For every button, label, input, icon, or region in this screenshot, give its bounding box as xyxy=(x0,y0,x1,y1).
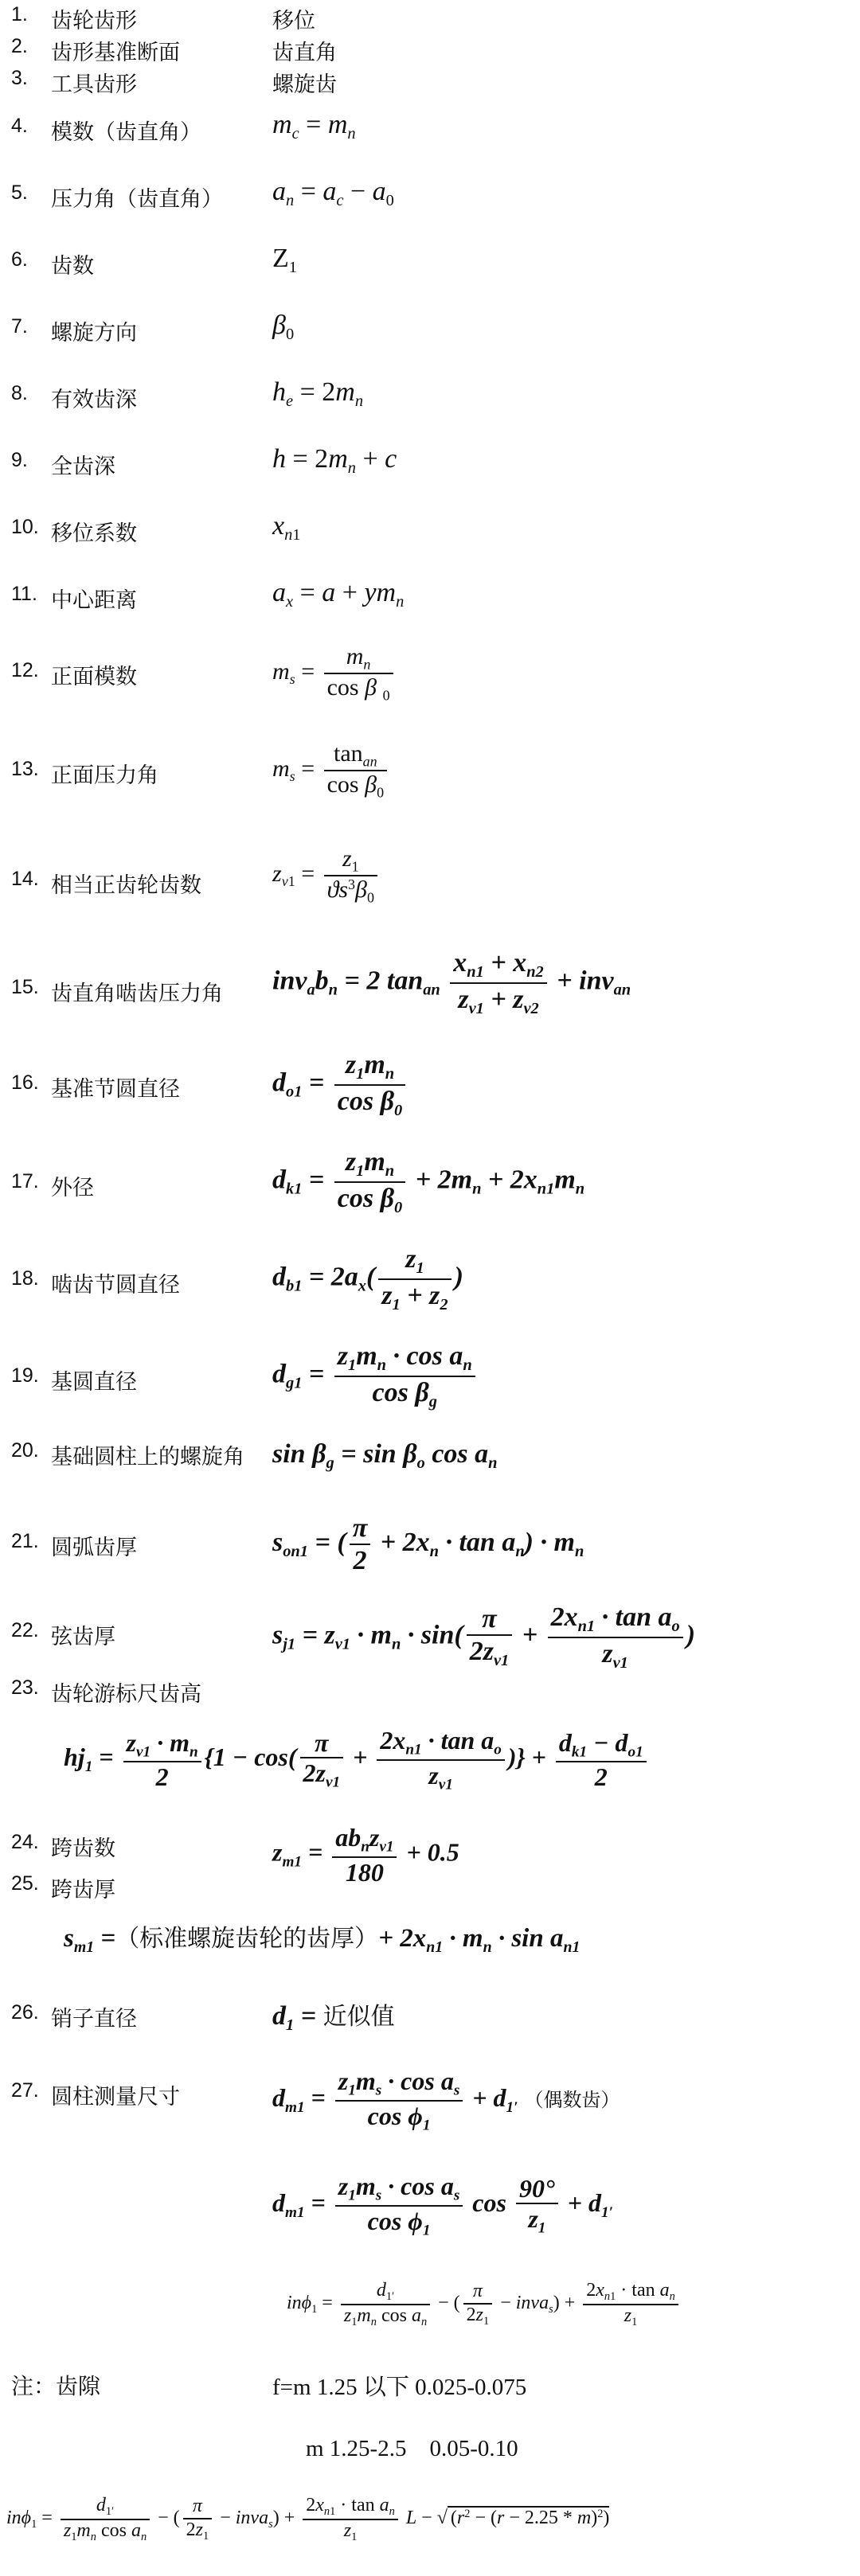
item-number: 17. xyxy=(11,1170,39,1192)
item-number: 22. xyxy=(11,1619,39,1641)
formula-17: $d_{k1}$ = $\frac{z_1m_n}{\cos \beta_0}$ + $2m_n + 2x_{n1}m_n$ xyxy=(272,1147,585,1216)
item-label: 压力角（齿直角） xyxy=(51,187,223,212)
item-1-value: 移位 xyxy=(272,9,315,33)
formula-final: inϕ$_1$ = $\frac{d_{1'}}{z_1m_n \cos a_n}$ − ( $\frac{\pi}{2z_1}$ − inva$_s$) + $\frac{2x_{n1} \cdot \tan a_n}{z_1}$ L − √ $(r^2 - (r - 2.25 * m)^2)$ xyxy=(6,2495,610,2543)
item-label: 基圆直径 xyxy=(51,1370,137,1395)
item-number: 10. xyxy=(11,516,39,538)
item-label: 基准节圆直径 xyxy=(51,1077,180,1102)
item-number: 23. xyxy=(11,1676,39,1699)
item-number: 13. xyxy=(11,758,39,780)
item-label: 有效齿深 xyxy=(51,388,137,412)
formula-25: $s_{m1}$ =（标准螺旋齿轮的齿厚）+ $2x_{n1} \cdot m_n \cdot \sin a_{n1}$ xyxy=(64,1924,580,1956)
item-3-value: 螺旋齿 xyxy=(272,72,337,97)
item-number: 4. xyxy=(11,115,28,137)
formula-23: $hj_1$ = $\frac{z_{v1} \cdot m_n}{2}$ {1 − cos( $\frac{\pi}{2z_{v1}}$ + $\frac{2x_{n1} \cdot \tan a_o}{z_{v1}}$ )} + $\frac{d_{k1} - d_{o1}}{2}$ xyxy=(64,1726,650,1794)
item-number: 15. xyxy=(11,976,39,998)
item-number: 26. xyxy=(11,2001,39,2024)
formula-27c: inϕ$_1$ = $\frac{d_{1'}}{z_1m_n \cos a_n}$ − ( $\frac{\pi}{2z_1}$ − inva$_s$) + $\frac{2x_{n1} \cdot \tan a_n}{z_1}$ xyxy=(287,2280,682,2328)
formula-19: $d_{g1}$ = $\frac{z_1m_n \cdot \cos a_n}{\cos \beta_g}$ xyxy=(272,1341,479,1411)
formula-27b: $d_{m1}$ = $\frac{z_1m_s \cdot \cos a_s}{\cos \phi_1}$ cos $\frac{90^\circ}{z_1}$ + $d_{1'}$ xyxy=(272,2172,613,2239)
item-label: 销子直径 xyxy=(51,2007,137,2032)
item-label: 螺旋方向 xyxy=(51,321,137,345)
formula-7: $\beta_0$ xyxy=(272,310,295,344)
item-number: 7. xyxy=(11,315,28,338)
item-number: 27. xyxy=(11,2079,39,2102)
formula-27-note: （偶数齿） xyxy=(524,2089,620,2112)
item-label: 齿数 xyxy=(51,254,94,279)
item-number: 20. xyxy=(11,1439,39,1462)
formula-5: $a_n = a_c - a_0$ xyxy=(272,177,394,210)
formula-21: $s_{on1}$ = ( $\frac{\pi}{2}$ + $2x_n \cdot \tan a_n) \cdot m_n$ xyxy=(272,1513,584,1576)
formula-18: $d_{b1} = 2a_x$( $\frac{z_1}{z_1 + z_2}$ ) xyxy=(272,1244,463,1313)
item-label: 模数（齿直角） xyxy=(51,120,201,145)
formula-11: $a_x = a + ym_n$ xyxy=(272,578,405,611)
note-label: 注：齿隙 xyxy=(11,2373,101,2399)
item-number: 16. xyxy=(11,1071,39,1094)
item-label: 弦齿厚 xyxy=(51,1625,115,1649)
item-number: 3. xyxy=(11,67,28,89)
item-number: 1. xyxy=(11,3,28,25)
item-number: 21. xyxy=(11,1530,39,1552)
formula-22: $s_{j1} = z_{v1} \cdot m_n \cdot \sin$( $\frac{\pi}{2z_{v1}}$ + $\frac{2x_{n1} \cdot \tan a_o}{z_{v1}}$ ) xyxy=(272,1602,696,1672)
item-number: 8. xyxy=(11,382,28,404)
item-number: 24. xyxy=(11,1831,39,1853)
item-label: 相当正齿轮齿数 xyxy=(51,873,201,898)
formula-26-text: 近似值 xyxy=(322,2003,395,2031)
item-label: 齿轮游标尺齿高 xyxy=(51,1682,201,1707)
item-number: 5. xyxy=(11,181,28,204)
note-line-1: f=m 1.25 以下 0.025-0.075 xyxy=(272,2375,527,2400)
item-label: 正面压力角 xyxy=(51,763,158,788)
note-line-2: m 1.25-2.5 0.05-0.10 xyxy=(306,2436,518,2461)
item-2-value: 齿直角 xyxy=(272,41,337,65)
formula-16: $d_{o1}$ = $\frac{z_1m_n}{\cos \beta_0}$ xyxy=(272,1049,408,1120)
item-label: 齿轮齿形 xyxy=(51,9,137,33)
formula-14: $z_{v1}$ = $\frac{z_1}{ϑs^3\beta_0}$ xyxy=(272,845,381,906)
item-label: 中心距离 xyxy=(51,588,137,613)
item-label: 圆柱测量尺寸 xyxy=(51,2085,180,2110)
item-number: 12. xyxy=(11,659,39,681)
item-label: 跨齿厚 xyxy=(51,1878,115,1903)
item-label: 齿形基准断面 xyxy=(51,41,180,65)
item-number: 6. xyxy=(11,248,28,271)
item-label: 工具齿形 xyxy=(51,72,137,97)
item-number: 25. xyxy=(11,1872,39,1895)
formula-13: $m_s$ = $\frac{\tan_{an}}{\cos \beta_0}$ xyxy=(272,740,390,801)
item-label: 啮齿节圆直径 xyxy=(51,1273,180,1298)
item-number: 14. xyxy=(11,868,39,890)
item-label: 正面模数 xyxy=(51,665,137,689)
item-number: 2. xyxy=(11,35,28,57)
item-label: 全齿深 xyxy=(51,455,115,479)
item-number: 18. xyxy=(11,1267,39,1290)
formula-6: $Z_1$ xyxy=(272,244,297,277)
item-number: 19. xyxy=(11,1364,39,1387)
item-label: 外径 xyxy=(51,1176,94,1200)
formula-27a: $d_{m1}$ = $\frac{z_1m_s \cdot \cos a_s}{\cos \phi_1}$ + $d_{1'}$ （偶数齿） xyxy=(272,2067,620,2134)
item-number: 9. xyxy=(11,449,28,471)
formula-4: $m_c = m_n$ xyxy=(272,110,356,143)
formula-26: $d_1$ = 近似值 xyxy=(272,2001,395,2035)
item-label: 跨齿数 xyxy=(51,1836,115,1861)
item-label: 圆弧齿厚 xyxy=(51,1536,137,1560)
formula-24: $z_{m1}$ = $\frac{ab_nz_{v1}}{180}$ + 0.5 xyxy=(272,1823,459,1887)
formula-8: $h_e = 2m_n$ xyxy=(272,377,364,411)
formula-12: $m_s$ = $\frac{m_n}{\cos \beta _0}$ xyxy=(272,643,397,704)
formula-15: $inv_ab_n = 2$ $\tan_{an}$ $\frac{x_{n1} + x_{n2}}{z_{v1} + z_{v2}}$ + inv$_{an}$ xyxy=(272,948,631,1017)
formula-10: $x_{n1}$ xyxy=(272,511,301,544)
item-label: 齿直角啮齿压力角 xyxy=(51,982,223,1006)
item-number: 11. xyxy=(11,583,37,605)
formula-25-text: （标准螺旋齿轮的齿厚） xyxy=(115,1925,379,1953)
formula-20: $\sin \beta_g = \sin \beta_o$ $\cos a_n$ xyxy=(272,1439,498,1473)
item-label: 移位系数 xyxy=(51,521,137,546)
item-label: 基础圆柱上的螺旋角 xyxy=(51,1445,244,1469)
formula-9: $h = 2m_n + c$ xyxy=(272,444,397,478)
